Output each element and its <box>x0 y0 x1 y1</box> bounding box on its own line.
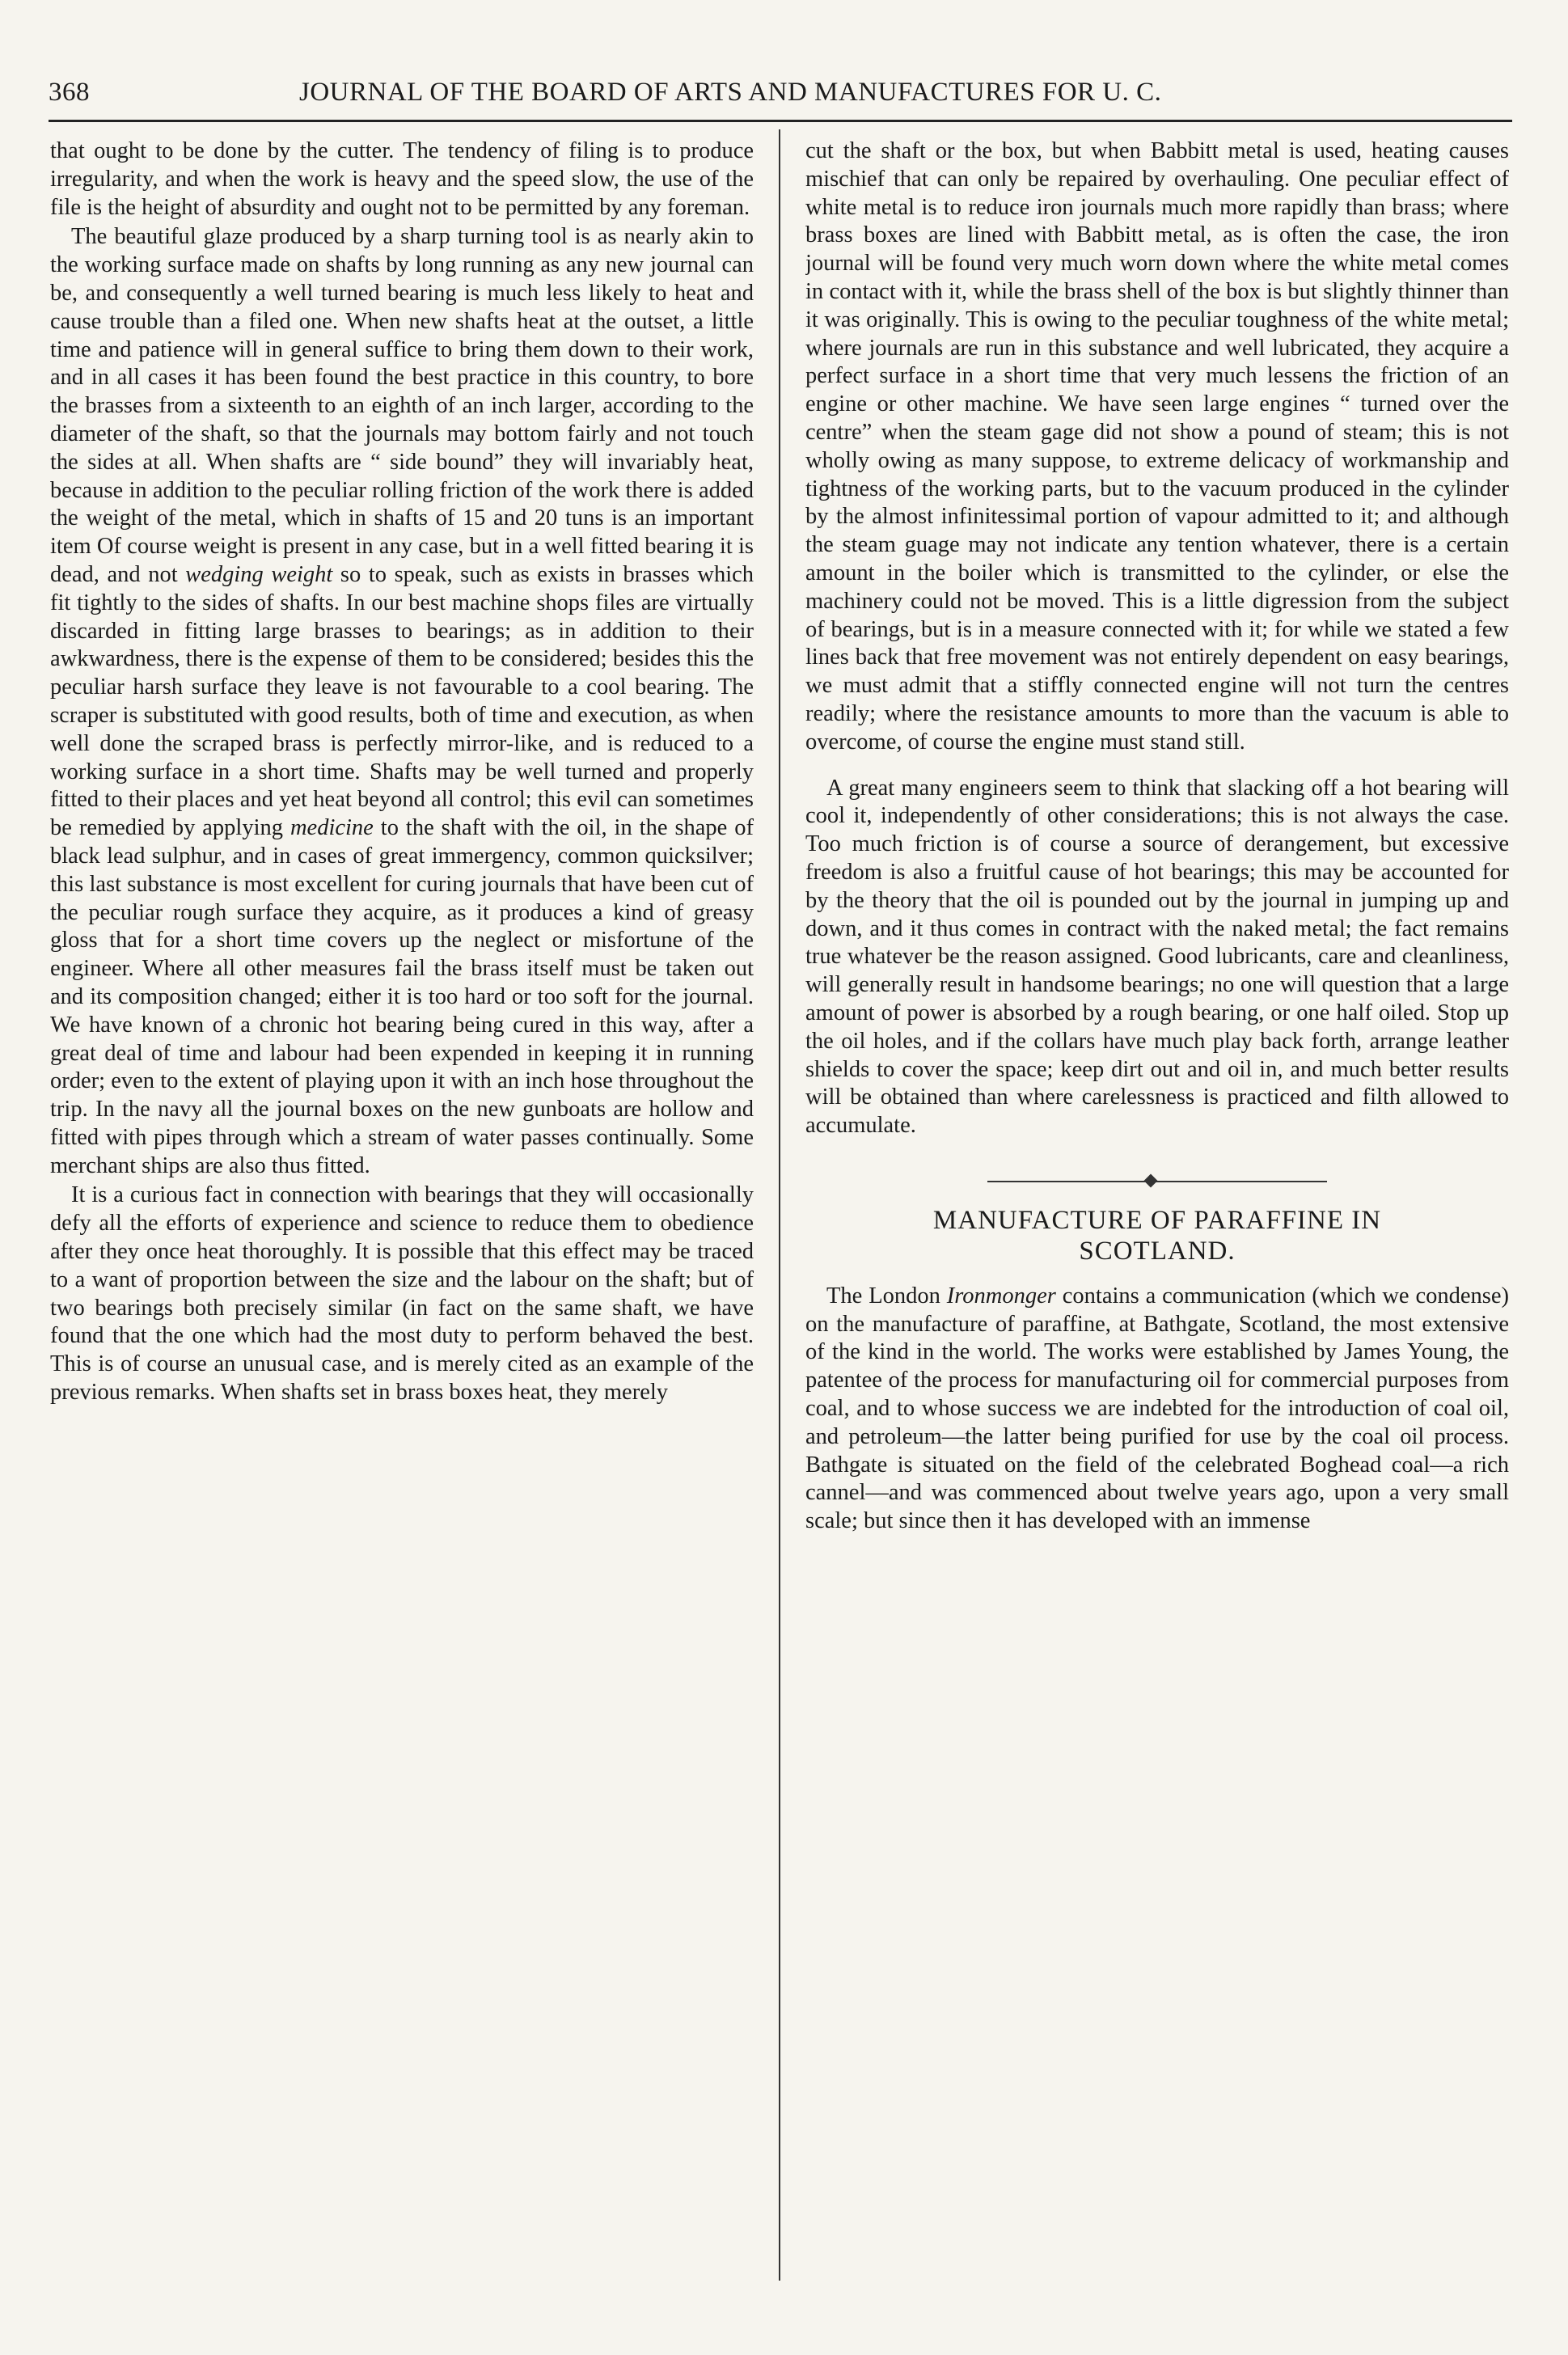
italic-phrase: wedging weight <box>185 561 333 587</box>
section-title-line: MANUFACTURE OF PARAFFINE IN <box>932 1205 1382 1235</box>
section-ornament <box>987 1176 1327 1187</box>
text-run: so to speak, such as exists in brasses which fit tightly to the sides of shafts. In our best machine shops files are virtually discarded in fitting large brasses to bearings; as in addition to their awkwardness, there is the expense of them to be considered; besides this the peculiar harsh surface they leave is not favourable to a cool bearing. The scraper is substituted with good results, both of time and execution, as when well done the scraped brass is perfectly mirror-like, and is reduced to a working surface in a short time. Shafts may be well turned and properly fitted to their places and yet heat beyond all control; this evil can sometimes be remedied by applying <box>50 561 754 841</box>
paragraph: cut the shaft or the box, but when Babbitt metal is used, heating causes mischief that can only be repaired by overhauling. One peculiar effect of white metal is to reduce iron journals much more rapidly than brass; where brass boxes are lined with Babbitt metal, as is often the case, the iron journal will be found very much worn down where the white metal comes in contact with it, while the brass shell of the box is but slightly thinner than it was originally. This is owing to the peculiar toughness of the white metal; where journals are run in this substance and well lubricated, they acquire a perfect surface in a short time that very much lessens the friction of an engine or other machine. We have seen large engines “ turned over the centre” when the steam gage did not show a pound of steam; this is not wholly owing as many suppose, to extreme delicacy of workmanship and tightness of the working parts, but to the vacuum produced in the cylinder by the almost infinitessimal portion of vapour admitted to it; and although the steam guage may not indicate any tention whatever, there is a certain amount in the boiler which is transmitted to the cylinder, or else the machinery could not be moved. This is a little digression from the subject of bearings, but is in a measure connected with it; for while we stated a few lines back that free movement was not entirely dependent on easy bearings, we must admit that a stiffly connected engine will not turn the centres readily; where the resistance amounts to more than the vacuum is able to overcome, of course the engine must stand still. <box>805 138 1509 755</box>
italic-phrase: Ironmonger <box>946 1283 1056 1309</box>
right-column <box>805 137 1509 2281</box>
section-title-line: SCOTLAND. <box>1079 1236 1236 1266</box>
page-number: 368 <box>49 78 90 107</box>
paragraph: A great many engineers seem to think that slacking off a hot bearing will cool it, independently of other considerations; this is not always the case. Too much friction is of course a source of derangement, but excessive freedom is also a fruitful cause of hot bearings; this may be accounted for by the theory that the oil is pounded out by the journal in jumping up and down, and it thus comes in contract with the naked metal; the fact remains true whatever be the reason assigned. Good lubricants, care and cleanliness, will generally result in handsome bearings; no one will question that a large amount of power is absorbed by a rough bearing, or one half oiled. Stop up the oil holes, and if the collars have much play back forth, arrange leather shields to cover the space; keep dirt out and oil in, and much better results will be obtained than where carelessness is practiced and filth allowed to accumulate. <box>805 775 1509 1139</box>
italic-phrase: medicine <box>290 815 374 841</box>
paragraph: that ought to be done by the cutter. The tendency of filing is to produce irregularity, and when the work is heavy and the speed slow, the use of the file is the height of absurdity and ought not to be permitted by any foreman. <box>50 138 754 220</box>
column-divider <box>779 129 780 2281</box>
paragraph: It is a curious fact in connection with bearings that they will occasionally defy all the efforts of experience and science to reduce them to obedience after they once heat thoroughly. It is possible that this effect may be traced to a want of proportion between the size and the labour on the shaft; but of two bearings both precisely similar (in fact on the same shaft, we have found that the one which had the most duty to perform behaved the best. This is of course an unusual case, and is merely cited as an example of the previous remarks. When shafts set in brass boxes heat, they merely <box>50 1182 754 1406</box>
paragraph <box>50 223 754 1180</box>
text-run: contains a communication (which we condense) on the manufacture of paraffine, at Bathgate, Scotland, the most extensive of the kind in the world. The works were established by James Young, the patentee of the process for manufacturing oil for commercial purposes from coal, and to whose success we are indebted for the introduction of coal oil, and petroleum—the latter being purified for use by the coal oil process. Bathgate is situated on the field of the celebrated Boghead coal—a rich cannel—and was commenced about twelve years ago, upon a very small scale; but since then it has developed with an immense <box>805 1283 1509 1534</box>
diamond-icon <box>1144 1173 1158 1187</box>
text-run: The beautiful glaze produced by a sharp turning tool is as nearly akin to the working surface made on shafts by long running as any new journal can be, and consequently a well turned bearing is much less likely to heat and cause trouble than a filed one. When new shafts heat at the outset, a little time and patience will in general suffice to bring them down to their work, and in all cases it has been found the best practice in this country, to bore the brasses from a sixteenth to an eighth of an inch larger, according to the diameter of the shaft, so that the journals may bottom fairly and not touch the sides at all. When shafts are “ side bound” they will invariably heat, because in addition to the peculiar rolling friction of the work there is added the weight of the metal, which in shafts of 15 and 20 tuns is an important item Of course weight is present in any case, but in a well fitted bearing it is dead, and not <box>50 224 754 587</box>
page-header <box>49 78 1512 118</box>
left-column <box>50 137 754 2281</box>
text-run: The London <box>826 1283 940 1309</box>
running-head: JOURNAL OF THE BOARD OF ARTS AND MANUFACTURES FOR U. C. <box>299 78 1162 107</box>
header-rule <box>49 120 1512 122</box>
section-title <box>805 1205 1509 1266</box>
text-run: to the shaft with the oil, in the shape of black lead sulphur, and in cases of great immergency, common quicksilver; this last substance is most excellent for curing journals that have been cut of the peculiar rough surface they acquire, as it produces a kind of greasy gloss that for a short time covers up the neglect or misfortune of the engineer. Where all other measures fail the brass itself must be taken out and its composition changed; either it is too hard or too soft for the journal. We have known of a chronic hot bearing being cured in this way, after a great deal of time and labour had been expended in keeping it in running order; even to the extent of playing upon it with an inch hose throughout the trip. In the navy all the journal boxes on the new gunboats are hollow and fitted with pipes through which a stream of water passes continually. Some merchant ships are also thus fitted. <box>50 815 754 1178</box>
paragraph <box>805 1283 1509 1536</box>
